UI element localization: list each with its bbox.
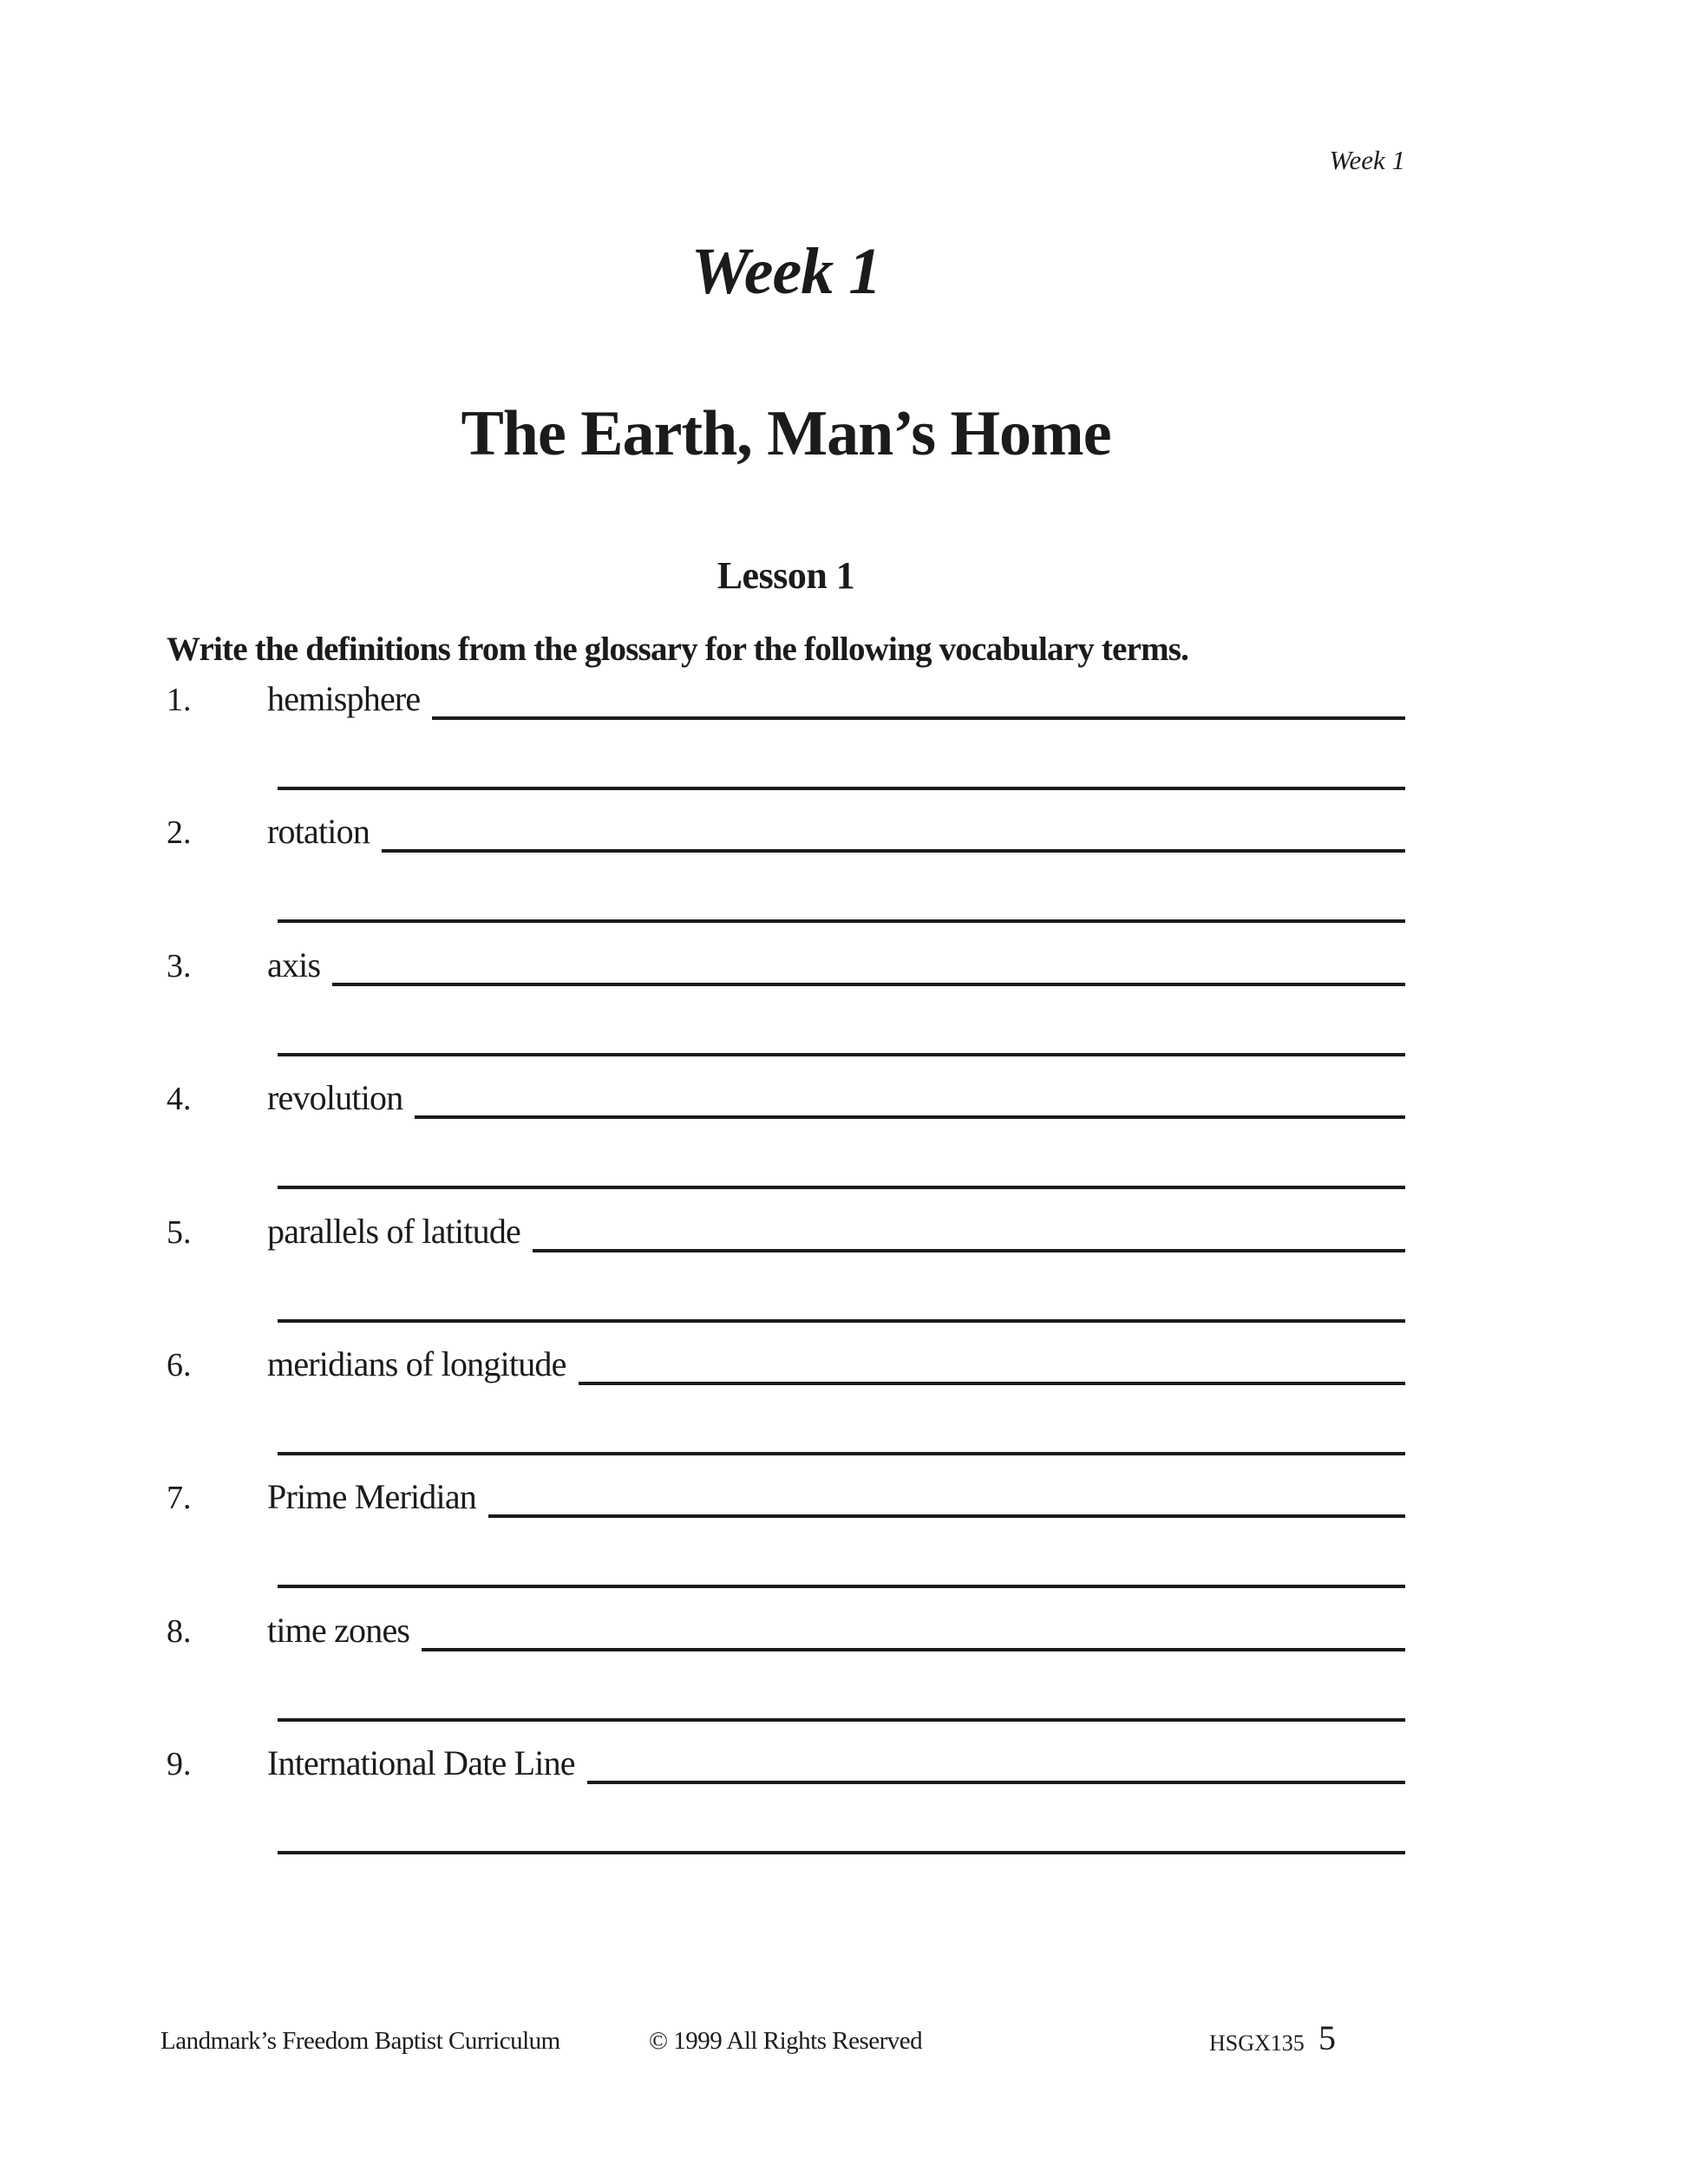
running-head-week-label: Week 1 xyxy=(1329,145,1405,175)
item-term: revolution xyxy=(267,1078,403,1117)
vocab-item xyxy=(167,1077,1405,1189)
vocab-term-row xyxy=(167,1610,1405,1651)
answer-line-continuation xyxy=(278,1718,1405,1722)
vocab-term-row xyxy=(167,1743,1405,1784)
answer-line-continuation xyxy=(278,1452,1405,1455)
item-term: hemisphere xyxy=(267,679,421,718)
answer-line-continuation xyxy=(278,1585,1405,1588)
answer-line-first xyxy=(332,983,1405,986)
page-subtitle: The Earth, Man’s Home xyxy=(461,398,1111,469)
lesson-heading: Lesson 1 xyxy=(716,554,855,597)
answer-line-first xyxy=(488,1514,1405,1518)
item-term: axis xyxy=(267,945,321,984)
answer-line-first xyxy=(432,716,1405,720)
answer-line-continuation xyxy=(278,1851,1405,1854)
item-term: parallels of latitude xyxy=(267,1212,520,1251)
vocab-item xyxy=(167,1476,1405,1588)
item-term: Prime Meridian xyxy=(267,1477,476,1516)
answer-line-first xyxy=(579,1382,1405,1385)
vocab-item xyxy=(167,1211,1405,1323)
item-number: 6. xyxy=(167,1347,192,1383)
vocab-term-row xyxy=(167,1344,1405,1385)
item-term: time zones xyxy=(267,1611,410,1650)
answer-line-first xyxy=(533,1249,1405,1252)
answer-line-continuation xyxy=(278,1186,1405,1189)
vocab-term-row xyxy=(167,1077,1405,1119)
vocab-term-row xyxy=(167,1476,1405,1518)
instruction-text: Write the definitions from the glossary for the following vocabulary terms. xyxy=(167,631,1189,668)
footer-code: HSGX135 xyxy=(1209,2030,1305,2056)
item-term: International Date Line xyxy=(267,1743,575,1782)
item-number: 2. xyxy=(167,814,192,851)
answer-line-first xyxy=(587,1781,1405,1784)
vocab-term-row xyxy=(167,1211,1405,1252)
footer-copyright: © 1999 All Rights Reserved xyxy=(649,2027,923,2055)
item-number: 5. xyxy=(167,1214,192,1251)
item-term: rotation xyxy=(267,812,370,851)
answer-line-continuation xyxy=(278,1053,1405,1056)
answer-line-continuation xyxy=(278,787,1405,790)
item-number: 4. xyxy=(167,1081,192,1117)
answer-line-first xyxy=(382,849,1405,853)
item-number: 8. xyxy=(167,1613,192,1650)
vocab-item xyxy=(167,811,1405,923)
vocab-item xyxy=(167,1743,1405,1854)
vocab-item xyxy=(167,1610,1405,1722)
vocab-term-row xyxy=(167,945,1405,986)
answer-line-first xyxy=(422,1648,1405,1651)
item-number: 9. xyxy=(167,1746,192,1782)
vocab-item xyxy=(167,945,1405,1056)
answer-line-continuation xyxy=(278,1319,1405,1323)
item-number: 3. xyxy=(167,948,192,984)
item-number: 1. xyxy=(167,682,192,718)
answer-line-continuation xyxy=(278,919,1405,923)
item-number: 7. xyxy=(167,1480,192,1516)
footer-publisher: Landmark’s Freedom Baptist Curriculum xyxy=(160,2027,560,2055)
vocab-item xyxy=(167,678,1405,790)
answer-line-first xyxy=(415,1115,1405,1119)
footer-page-number: 5 xyxy=(1318,2018,1336,2057)
vocab-term-row xyxy=(167,678,1405,720)
vocab-item xyxy=(167,1344,1405,1455)
item-term: meridians of longitude xyxy=(267,1344,566,1383)
vocab-term-row xyxy=(167,811,1405,853)
page-title: Week 1 xyxy=(690,235,881,308)
